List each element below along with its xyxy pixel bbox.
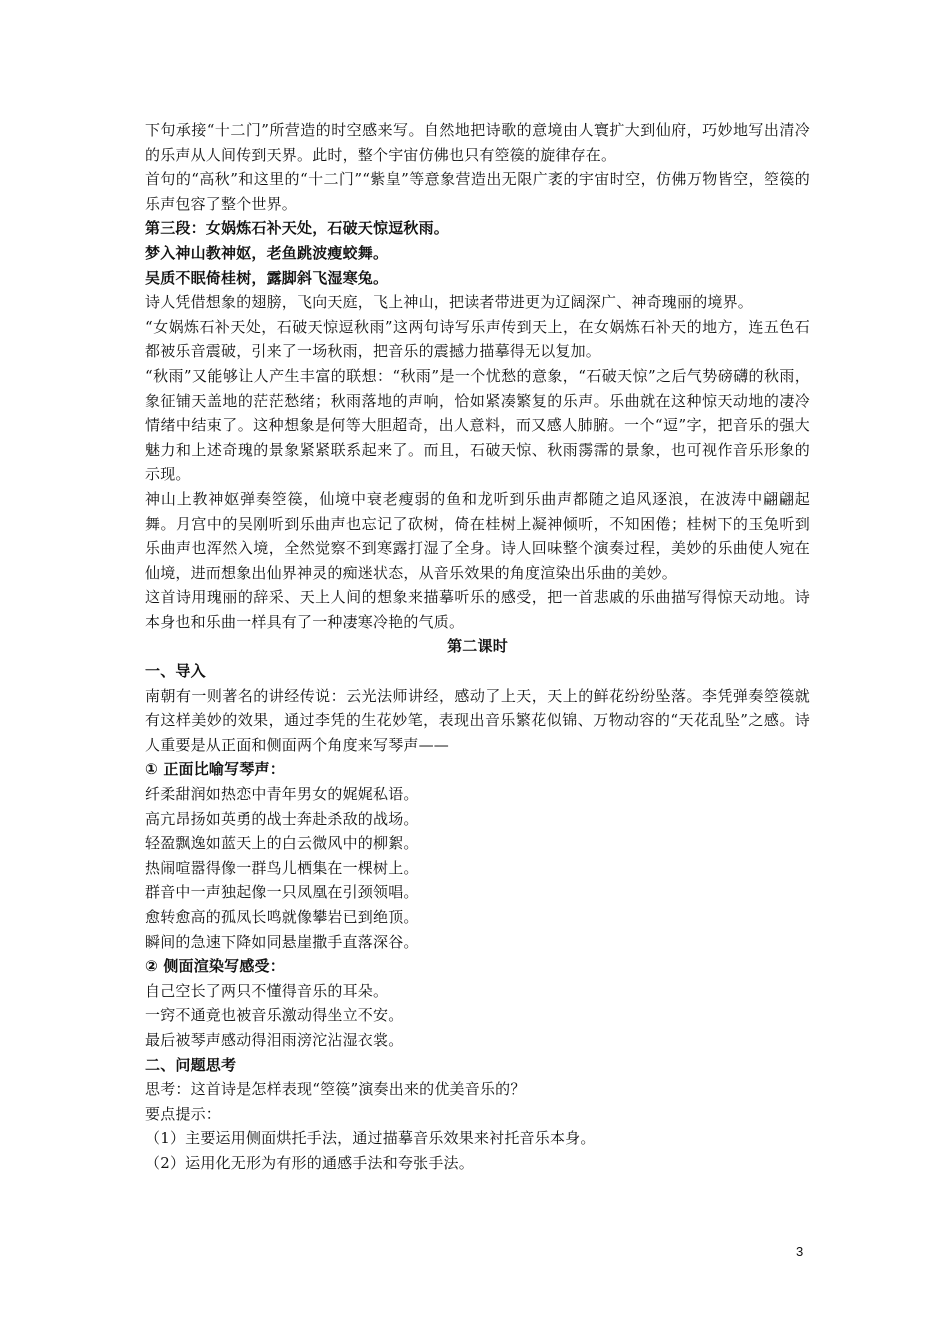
poem-section-heading: 第三段：女娲炼石补天处，石破天惊逗秋雨。 (145, 219, 450, 238)
document-body (145, 118, 810, 1176)
subsection-heading: ① 正面比喻写琴声： (145, 760, 285, 779)
paragraph: 南朝有一则著名的讲经传说：云光法师讲经，感动了上天，天上的鲜花纷纷坠落。李凭弹奏箜篌就有这样美妙的效果，通过李凭的生花妙笔，表现出音乐繁花似锦、万物动容的“天花乱坠”之感。诗人重要是从正面和侧面两个角度来写琴声—— (145, 686, 810, 754)
poem-line: 梦入神山教神妪，老鱼跳波瘦蛟舞。 (145, 243, 389, 262)
list-item: 一窍不通竟也被音乐激动得坐立不安。 (145, 1006, 404, 1025)
lesson-title: 第二课时 (447, 637, 508, 656)
list-item: 热闹喧嚣得像一群鸟儿栖集在一棵树上。 (145, 858, 419, 877)
paragraph: 神山上教神妪弹奏箜篌，仙境中衰老瘦弱的鱼和龙听到乐曲声都随之追风逐浪，在波涛中翩翩起舞。月宫中的吴刚听到乐曲声也忘记了砍树，倚在桂树上凝神倾听，不知困倦；桂树下的玉兔听到乐曲声也浑然入境，全然觉察不到寒露打湿了全身。诗人回味整个演奏过程，美妙的乐曲使人宛在仙境，进而想象出仙界神灵的痴迷状态，从音乐效果的角度渲染出乐曲的美妙。 (145, 489, 810, 582)
paragraph: “女娲炼石补天处，石破天惊逗秋雨”这两句诗写乐声传到天上，在女娲炼石补天的地方，连五色石都被乐音震破，引来了一场秋雨，把音乐的震撼力描摹得无以复加。 (145, 317, 810, 361)
list-item: 轻盈飘逸如蓝天上的白云微风中的柳絮。 (145, 834, 419, 853)
paragraph: “秋雨”又能够让人产生丰富的联想：“秋雨”是一个忧愁的意象，“石破天惊”之后气势磅礴的秋雨，象征铺天盖地的茫茫愁绪；秋雨落地的声响，恰如紧凑繁复的乐声。乐曲就在这种惊天动地的凄冷情绪中结束了。这种想象是何等大胆超奇，出人意料，而又感人肺腑。一个“逗”字，把音乐的强大魅力和上述奇瑰的景象紧紧联系起来了。而且，石破天惊、秋雨霶霈的景象，也可视作音乐形象的示现。 (145, 366, 810, 484)
list-item: 最后被琴声感动得泪雨滂沱沾湿衣裳。 (145, 1030, 404, 1049)
paragraph: 要点提示： (145, 1104, 222, 1123)
paragraph: 这首诗用瑰丽的辞采、天上人间的想象来描摹听乐的感受，把一首悲戚的乐曲描写得惊天动地。诗本身也和乐曲一样具有了一种凄寒冷艳的气质。 (145, 588, 810, 631)
poem-line: 吴质不眠倚桂树，露脚斜飞湿寒兔。 (145, 268, 389, 287)
list-item: （1）主要运用侧面烘托手法，通过描摹音乐效果来衬托音乐本身。 (145, 1129, 596, 1148)
section-heading: 一、导入 (145, 662, 206, 681)
list-item: 愈转愈高的孤凤长鸣就像攀岩已到绝顶。 (145, 908, 419, 926)
section-heading: 二、问题思考 (145, 1055, 237, 1074)
list-item: 瞬间的急速下降如同悬崖撒手直落深谷。 (145, 932, 419, 951)
list-item: 群音中一声独起像一只凤凰在引颈领唱。 (145, 883, 419, 902)
page-number: 3 (796, 1244, 804, 1259)
paragraph: 首句的“高秋”和这里的“十二门”“紫皇”等意象营造出无限广袤的宇宙时空，仿佛万物皆空，箜篌的乐声包容了整个世界。 (145, 170, 810, 213)
paragraph: 思考：这首诗是怎样表现“箜篌”演奏出来的优美音乐的？ (145, 1080, 526, 1099)
paragraph: 下句承接“十二门”所营造的时空感来写。自然地把诗歌的意境由人寰扩大到仙府，巧妙地写出清冷的乐声从人间传到天界。此时，整个宇宙仿佛也只有箜篌的旋律存在。 (145, 121, 810, 164)
paragraph: 诗人凭借想象的翅膀，飞向天庭，飞上神山，把读者带进更为辽阔深广、神奇瑰丽的境界。 (145, 293, 754, 312)
subsection-heading: ② 侧面渲染写感受： (145, 957, 285, 976)
list-item: 纤柔甜润如热恋中青年男女的娓娓私语。 (145, 785, 419, 804)
list-item: 高亢昂扬如英勇的战士奔赴杀敌的战场。 (145, 809, 419, 828)
list-item: （2）运用化无形为有形的通感手法和夸张手法。 (145, 1153, 474, 1172)
list-item: 自己空长了两只不懂得音乐的耳朵。 (145, 981, 389, 1000)
